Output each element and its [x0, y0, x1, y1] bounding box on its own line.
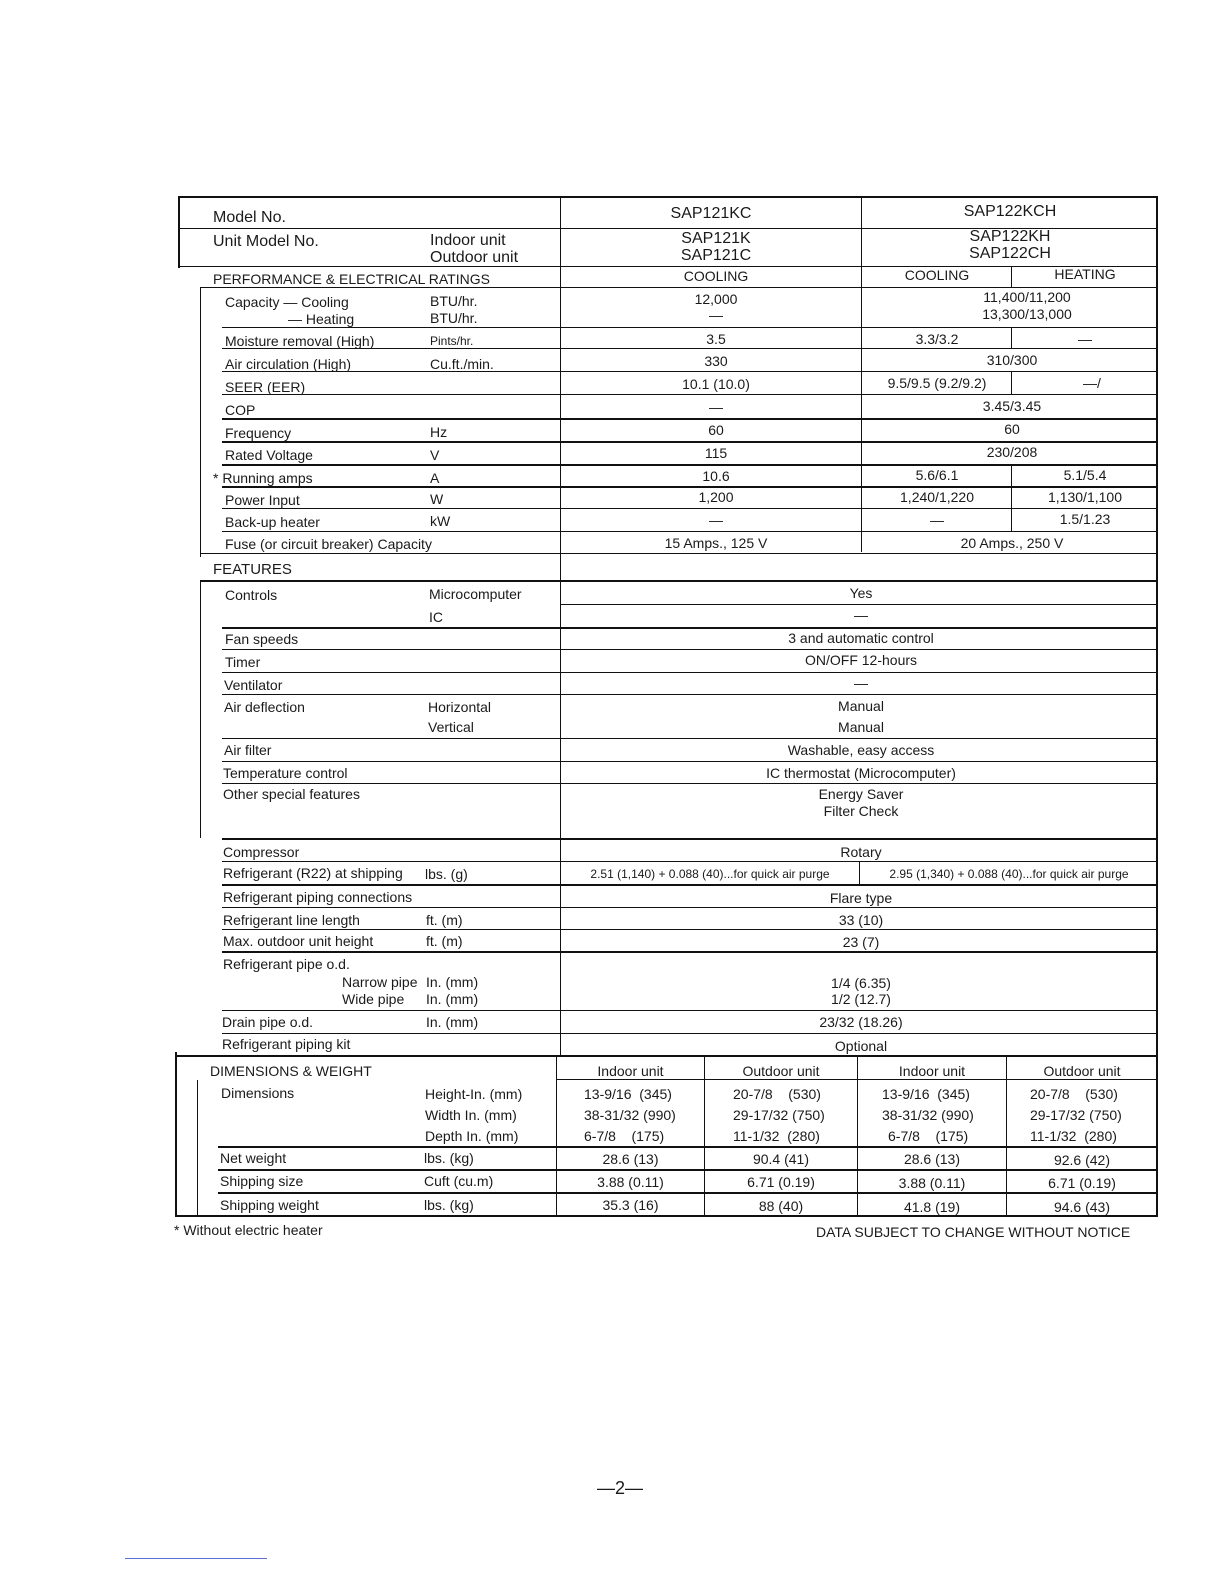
rule	[222, 327, 1158, 328]
heater-a: —	[709, 512, 723, 528]
timer-val: ON/OFF 12-hours	[804, 652, 918, 668]
rule	[197, 1080, 198, 1216]
refr-unit: lbs. (g)	[425, 866, 468, 882]
rule	[222, 861, 1158, 862]
model-b-outdoor: SAP122CH	[969, 245, 1051, 262]
micro-label: Microcomputer	[429, 586, 522, 602]
depth-label: Depth In. (mm)	[425, 1128, 519, 1144]
dims-indoor-b: Indoor unit	[898, 1063, 966, 1079]
indoor-unit-label: Indoor unit	[430, 232, 506, 249]
ship-size-unit: Cuft (cu.m)	[424, 1173, 494, 1189]
cap-a-cool: 12,000	[694, 291, 738, 307]
cop-b: 3.45/3.45	[982, 398, 1042, 414]
rule	[175, 1215, 1158, 1217]
refr-a: 2.51 (1,140) + 0.088 (40)...for quick air purge	[590, 867, 830, 881]
cop-label: COP	[225, 402, 256, 418]
depth-value: 11-1/32 (280)	[1030, 1128, 1117, 1144]
ship-wt-value: 94.6 (43)	[1053, 1199, 1111, 1215]
cap-b-heat: 13,300/13,000	[982, 306, 1072, 322]
wide-val: 1/2 (12.7)	[831, 991, 891, 1007]
amps-b-heat: 5.1/5.4	[1063, 467, 1107, 483]
ship-wt-value: 88 (40)	[758, 1198, 804, 1214]
model-b: SAP122KCH	[963, 203, 1057, 220]
max-h-label: Max. outdoor unit height	[223, 933, 374, 949]
kit-label: Refrigerant piping kit	[222, 1036, 351, 1052]
kit-val: Optional	[834, 1038, 888, 1054]
volt-b: 230/208	[986, 444, 1038, 460]
refr-b: 2.95 (1,340) + 0.088 (40)...for quick air purge	[889, 867, 1129, 881]
footnote-rule	[125, 1558, 267, 1559]
rule	[556, 1079, 1158, 1080]
table-top-border	[178, 196, 1158, 198]
rule	[200, 553, 1158, 554]
moist-b-heat: —	[1078, 331, 1092, 347]
width-value: 29-17/32 (750)	[1030, 1107, 1122, 1123]
power-b-heat: 1,130/1,100	[1048, 489, 1122, 505]
a-mode-label: COOLING	[683, 268, 749, 284]
rule	[222, 761, 1158, 762]
wide-unit: In. (mm)	[426, 991, 479, 1007]
amps-label: * Running amps	[213, 470, 313, 486]
ship-size-value: 3.88 (0.11)	[597, 1174, 664, 1190]
seer-label: SEER (EER)	[225, 379, 306, 395]
horiz-val: Manual	[838, 698, 884, 714]
air-b: 310/300	[986, 352, 1038, 368]
table-left-border	[178, 196, 180, 268]
rule	[222, 371, 1158, 372]
net-value: 28.6 (13)	[903, 1151, 961, 1167]
drain-val: 23/32 (18.26)	[819, 1014, 903, 1030]
rule	[222, 464, 1158, 466]
ship-wt-value: 41.8 (19)	[903, 1199, 961, 1215]
micro-val: Yes	[849, 585, 873, 601]
deflect-label: Air deflection	[224, 699, 305, 715]
rule	[222, 418, 1158, 420]
rule	[222, 649, 1158, 650]
ship-wt-unit: lbs. (kg)	[424, 1197, 474, 1213]
heater-label: Back-up heater	[225, 514, 320, 530]
other-label: Other special features	[223, 786, 360, 802]
rule	[222, 838, 1158, 840]
line-len-unit: ft. (m)	[426, 912, 463, 928]
fan-label: Fan speeds	[225, 631, 299, 647]
freq-b: 60	[1004, 421, 1020, 437]
net-label: Net weight	[220, 1150, 287, 1166]
temp-val: IC thermostat (Microcomputer)	[766, 765, 956, 781]
fuse-a: 15 Amps., 125 V	[664, 535, 768, 551]
dims-outdoor-a: Outdoor unit	[742, 1063, 820, 1079]
width-value: 38-31/32 (990)	[882, 1107, 974, 1123]
cap-unit: BTU/hr.	[430, 293, 478, 309]
cap-unit: BTU/hr.	[430, 310, 478, 326]
rule	[222, 783, 1158, 784]
rule	[222, 394, 1158, 395]
vert-val: Manual	[838, 719, 884, 735]
timer-label: Timer	[225, 654, 261, 670]
seer-a: 10.1 (10.0)	[682, 376, 750, 392]
moist-label: Moisture removal (High)	[225, 333, 375, 349]
notice: DATA SUBJECT TO CHANGE WITHOUT NOTICE	[816, 1224, 1131, 1240]
height-value: 20-7/8 (530)	[733, 1086, 821, 1102]
ship-wt-value: 35.3 (16)	[602, 1197, 659, 1213]
dims-indoor-a: Indoor unit	[597, 1063, 664, 1079]
ship-size-label: Shipping size	[220, 1173, 304, 1189]
model-b-indoor: SAP122KH	[969, 228, 1051, 245]
heater-b-heat: 1.5/1.23	[1059, 511, 1111, 527]
pipe-od-label: Refrigerant pipe o.d.	[223, 956, 350, 972]
outdoor-unit-label: Outdoor unit	[430, 249, 519, 266]
max-h-unit: ft. (m)	[426, 933, 463, 949]
comp-val: Rotary	[840, 844, 882, 860]
cop-a: —	[709, 399, 723, 415]
depth-value: 6-7/8 (175)	[888, 1128, 969, 1144]
ship-size-value: 6.71 (0.19)	[1048, 1175, 1116, 1191]
temp-label: Temperature control	[223, 765, 348, 781]
narrow-unit: In. (mm)	[426, 974, 479, 990]
height-label: Height-In. (mm)	[425, 1086, 523, 1102]
vent-val: —	[854, 675, 868, 691]
rule	[222, 486, 1158, 488]
height-value: 13-9/16 (345)	[882, 1086, 970, 1102]
net-value: 92.6 (42)	[1053, 1152, 1111, 1168]
drain-unit: In. (mm)	[426, 1014, 479, 1030]
air-label: Air circulation (High)	[225, 356, 352, 372]
horiz-label: Horizontal	[428, 699, 492, 715]
rule	[200, 287, 1158, 288]
moist-unit: Pints/hr.	[430, 334, 474, 348]
drain-label: Drain pipe o.d.	[222, 1014, 314, 1030]
seer-b-cool: 9.5/9.5 (9.2/9.2)	[887, 375, 987, 391]
rule	[222, 951, 1158, 953]
height-value: 13-9/16 (345)	[584, 1086, 672, 1102]
seer-b-heat: —/	[1083, 375, 1101, 391]
ship-size-value: 6.71 (0.19)	[747, 1174, 815, 1190]
pipe-conn-val: Flare type	[829, 890, 893, 906]
rule	[222, 929, 1158, 930]
air-a: 330	[704, 353, 728, 369]
dims-section-title: DIMENSIONS & WEIGHT	[210, 1063, 372, 1079]
cap-cool-label: Capacity — Cooling	[225, 294, 349, 310]
cap-b-cool: 11,400/11,200	[983, 289, 1071, 305]
b-heat-label: HEATING	[1054, 266, 1116, 282]
max-h-val: 23 (7)	[842, 934, 880, 950]
rule	[200, 580, 201, 838]
ic-label: IC	[429, 609, 443, 625]
freq-unit: Hz	[430, 424, 448, 440]
dims-outdoor-b: Outdoor unit	[1043, 1063, 1121, 1079]
ic-val: —	[854, 607, 868, 623]
other-val-1: Energy Saver	[818, 786, 904, 802]
rule	[222, 672, 1158, 673]
line-len-val: 33 (10)	[838, 912, 884, 928]
net-value: 90.4 (41)	[752, 1151, 810, 1167]
vent-label: Ventilator	[224, 677, 283, 693]
rule	[222, 1033, 1158, 1034]
volt-label: Rated Voltage	[225, 447, 313, 463]
narrow-label: Narrow pipe	[342, 974, 418, 990]
section-left-border	[175, 1052, 177, 1216]
controls-label: Controls	[225, 587, 278, 603]
other-val-2: Filter Check	[823, 803, 899, 819]
rule	[218, 1146, 1158, 1148]
rule	[222, 627, 1158, 629]
moist-a: 3.5	[706, 331, 726, 347]
narrow-val: 1/4 (6.35)	[831, 975, 891, 991]
wide-label: Wide pipe	[342, 991, 405, 1007]
height-value: 20-7/8 (530)	[1030, 1086, 1118, 1102]
rule	[222, 907, 1158, 908]
fan-val: 3 and automatic control	[788, 630, 934, 646]
rule	[200, 287, 201, 557]
page-number: —2—	[596, 1478, 643, 1498]
moist-b-cool: 3.3/3.2	[915, 331, 959, 347]
pipe-conn-label: Refrigerant piping connections	[223, 889, 413, 905]
freq-label: Frequency	[225, 425, 292, 441]
volt-a: 115	[704, 445, 728, 461]
rule	[218, 1192, 1158, 1194]
ship-wt-label: Shipping weight	[220, 1197, 319, 1213]
depth-value: 11-1/32 (280)	[733, 1128, 820, 1144]
air-unit: Cu.ft./min.	[430, 356, 494, 372]
ship-size-value: 3.88 (0.11)	[898, 1175, 966, 1191]
model-a: SAP121KC	[670, 205, 752, 222]
b-cool-label: COOLING	[904, 267, 970, 283]
net-value: 28.6 (13)	[602, 1151, 659, 1167]
features-section-title: FEATURES	[213, 561, 292, 578]
model-a-outdoor: SAP121C	[680, 247, 752, 264]
rule	[222, 884, 1158, 886]
power-a: 1,200	[698, 489, 734, 505]
refr-label: Refrigerant (R22) at shipping	[223, 865, 403, 881]
heater-unit: kW	[430, 513, 451, 529]
rule	[560, 604, 1158, 605]
rule	[175, 1055, 1158, 1057]
cap-a-heat: —	[709, 307, 723, 323]
rule	[222, 738, 1158, 739]
amps-unit: A	[430, 470, 440, 486]
rule	[222, 694, 1158, 695]
line-len-label: Refrigerant line length	[223, 912, 360, 928]
cap-heat-label: — Heating	[288, 311, 355, 327]
width-label: Width In. (mm)	[425, 1107, 517, 1123]
volt-unit: V	[430, 447, 440, 463]
freq-a: 60	[708, 422, 724, 438]
model-no-label: Model No.	[213, 209, 286, 226]
rule	[222, 508, 1158, 509]
unit-model-label: Unit Model No.	[213, 233, 319, 250]
rule	[222, 441, 1158, 443]
model-a-indoor: SAP121K	[681, 230, 751, 247]
fuse-label: Fuse (or circuit breaker) Capacity	[225, 536, 432, 552]
power-unit: W	[430, 491, 444, 507]
perf-section-title: PERFORMANCE & ELECTRICAL RATINGS	[213, 271, 490, 287]
amps-b-cool: 5.6/6.1	[915, 467, 959, 483]
vert-label: Vertical	[428, 719, 474, 735]
width-value: 29-17/32 (750)	[733, 1107, 825, 1123]
heater-b-cool: —	[930, 512, 944, 528]
amps-a: 10.6	[702, 468, 730, 484]
net-unit: lbs. (kg)	[424, 1150, 474, 1166]
filter-label: Air filter	[224, 742, 272, 758]
rule	[218, 1169, 1158, 1171]
rule	[200, 580, 1158, 582]
filter-val: Washable, easy access	[787, 742, 935, 758]
fuse-b: 20 Amps., 250 V	[960, 535, 1064, 551]
depth-value: 6-7/8 (175)	[584, 1128, 665, 1144]
comp-label: Compressor	[223, 844, 300, 860]
power-b-cool: 1,240/1,220	[900, 489, 974, 505]
width-value: 38-31/32 (990)	[584, 1107, 676, 1123]
dim-label: Dimensions	[221, 1085, 295, 1101]
rule	[222, 531, 1158, 532]
footnote: * Without electric heater	[174, 1222, 323, 1238]
power-label: Power Input	[225, 492, 300, 508]
rule	[222, 1010, 1158, 1011]
